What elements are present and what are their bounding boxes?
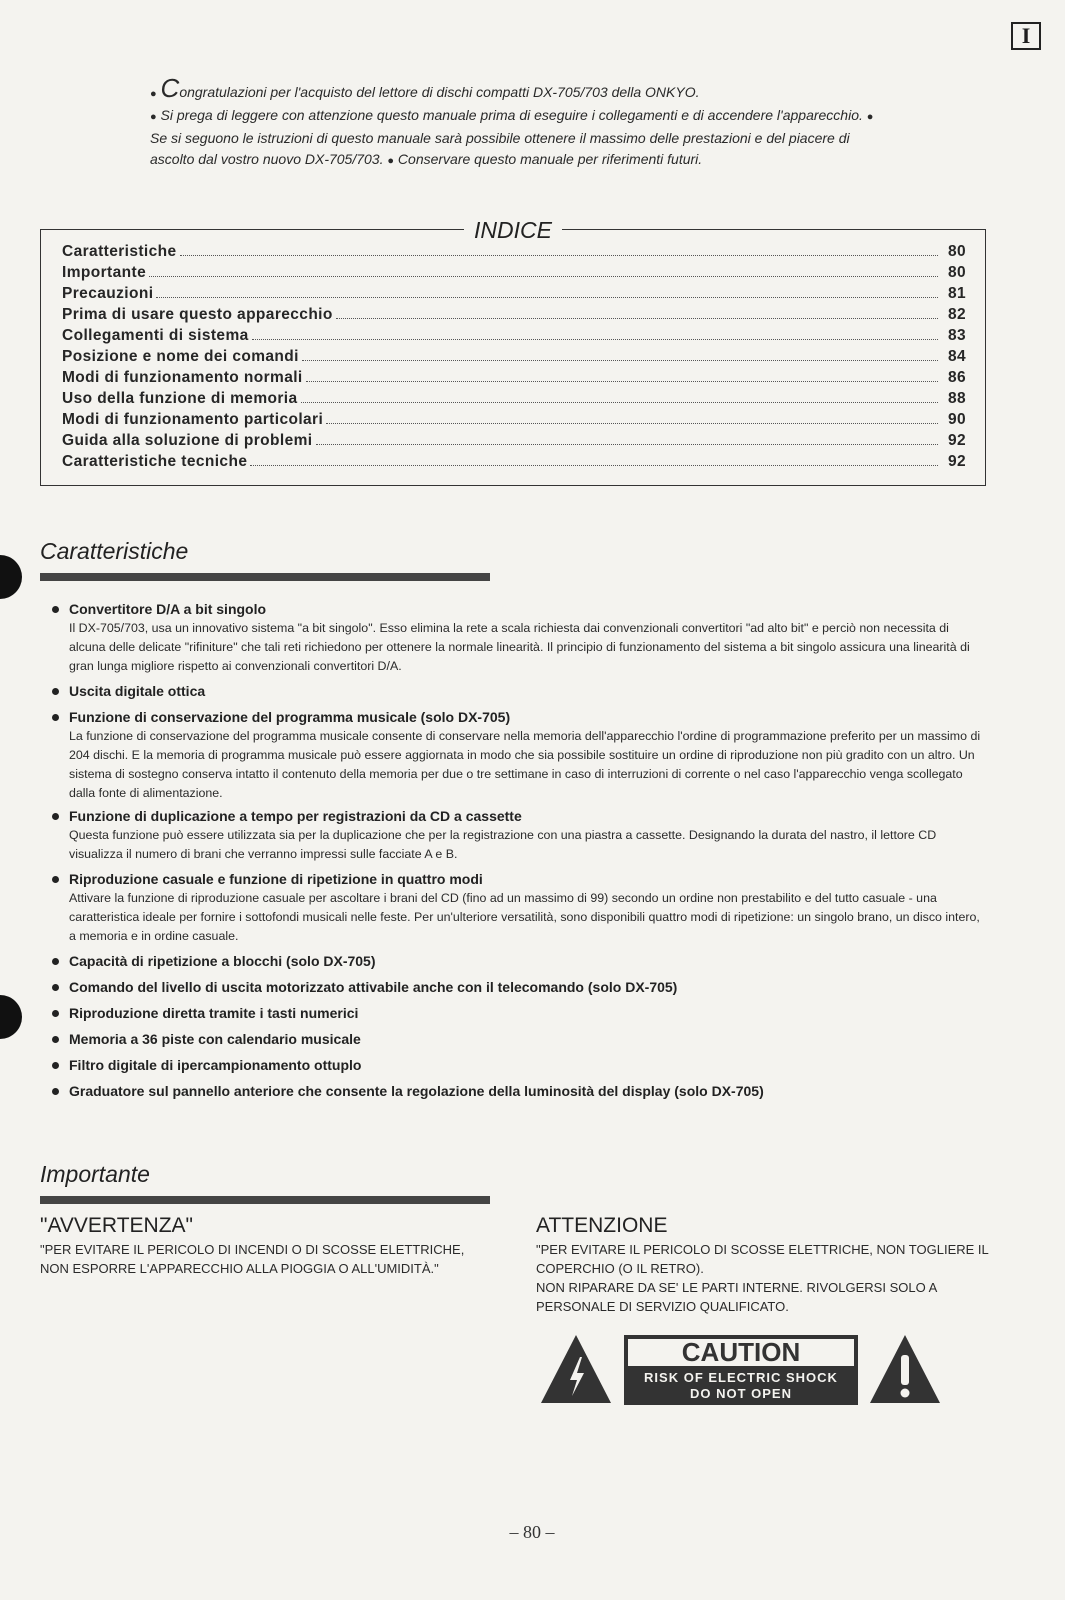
section-rule xyxy=(40,573,490,581)
important-heading: Importante xyxy=(40,1161,150,1187)
toc-item-label: Caratteristiche tecniche xyxy=(62,453,248,470)
intro-paragraph xyxy=(150,73,880,172)
intro-sentence-3: Se si seguono le istruzioni di questo manuale sarà possibile ottenere il massimo delle prestazioni e del piacere di ascolto dal vostro nuovo DX-705/703. xyxy=(150,130,850,167)
toc-item-page: 83 xyxy=(947,327,966,344)
feature-title: Memoria a 36 piste con calendario musicale xyxy=(69,1030,987,1049)
feature-item xyxy=(52,682,987,701)
feature-description: Questa funzione può essere utilizzata sia per la duplicazione che per la registrazione con una piastra a cassette. Designando la durata del nastro, il lettore CD visualizza il numero di brani che verranno impressi sulle facciate A e B. xyxy=(69,828,937,861)
toc-item xyxy=(62,243,966,264)
feature-title: Convertitore D/A a bit singolo xyxy=(69,600,987,619)
toc-leader-dots xyxy=(156,297,938,298)
language-tab: I xyxy=(1011,22,1041,50)
toc-item-label: Precauzioni xyxy=(62,285,154,302)
toc-item xyxy=(62,327,966,348)
bullet: ● xyxy=(150,88,157,100)
toc-item-label: Guida alla soluzione di problemi xyxy=(62,432,313,449)
toc-leader-dots xyxy=(149,276,938,277)
feature-title: Riproduzione casuale e funzione di ripetizione in quattro modi xyxy=(69,870,987,889)
caution-line-2: DO NOT OPEN xyxy=(689,1386,792,1401)
toc-leader-dots xyxy=(326,423,938,424)
warning-right xyxy=(536,1214,991,1316)
feature-item xyxy=(52,1004,987,1023)
toc-item-label: Modi di funzionamento particolari xyxy=(62,411,324,428)
feature-title: Funzione di conservazione del programma musicale (solo DX-705) xyxy=(69,708,987,727)
binder-hole xyxy=(0,995,22,1039)
feature-title: Riproduzione diretta tramite i tasti numerici xyxy=(69,1004,987,1023)
feature-item xyxy=(52,807,987,864)
toc-item-page: 80 xyxy=(947,243,966,260)
toc-item-page: 92 xyxy=(947,453,966,470)
feature-item xyxy=(52,708,987,803)
toc-leader-dots xyxy=(336,318,938,319)
caution-title: CAUTION xyxy=(628,1339,854,1366)
toc-item-page: 92 xyxy=(947,432,966,449)
toc-leader-dots xyxy=(302,360,938,361)
toc-item-label: Posizione e nome dei comandi xyxy=(62,348,299,365)
toc-item xyxy=(62,411,966,432)
toc-leader-dots xyxy=(250,465,938,466)
feature-description: Il DX-705/703, usa un innovativo sistema "a bit singolo". Esso elimina la rete a scala richiesta dai convenzionali convertitori "ad alto bit" e perciò non necessita di alcuna delle delicate "rifiniture" che tali reti richiedono per ottenere la normale linearità. Il principio di funzionamento del sistema a bit singolo assicura una linearità di gran lunga migliore rispetto ai convenzionali convertitori D/A. xyxy=(69,621,970,673)
feature-title: Filtro digitale di ipercampionamento ottuplo xyxy=(69,1056,987,1075)
warning-title: "AVVERTENZA" xyxy=(40,1214,193,1237)
toc-list xyxy=(62,243,966,474)
feature-title: Comando del livello di uscita motorizzato attivabile anche con il telecomando (solo DX-705) xyxy=(69,978,987,997)
toc-item-label: Importante xyxy=(62,264,147,281)
toc-item-label: Collegamenti di sistema xyxy=(62,327,249,344)
toc-leader-dots xyxy=(316,444,939,445)
attention-title: ATTENZIONE xyxy=(536,1214,668,1237)
warning-text: "PER EVITARE IL PERICOLO DI INCENDI O DI SCOSSE ELETTRICHE, NON ESPORRE L'APPARECCHIO ALLA PIOGGIA O ALL'UMIDITÀ." xyxy=(40,1242,465,1276)
bullet: ● xyxy=(150,111,157,123)
toc-item-page: 88 xyxy=(947,390,966,407)
toc-leader-dots xyxy=(301,402,938,403)
toc-item-label: Prima di usare questo apparecchio xyxy=(62,306,333,323)
feature-item xyxy=(52,1082,987,1101)
feature-description: Attivare la funzione di riproduzione casuale per ascoltare i brani del CD (fino ad un massimo di 99) secondo un ordine non prestabilito e del tutto casuale - una caratteristica ideale per fornire i sottofondi musicali nelle feste. Per un'ulteriore versatilità, sono disponibili quattro modi di ripetizione: un singolo brano, un disco intero, a memoria e in ordine casuale. xyxy=(69,891,980,943)
intro-sentence-2: Si prega di leggere con attenzione questo manuale prima di eseguire i collegamenti e di accendere l'apparecchio. xyxy=(160,107,863,123)
features-heading: Caratteristiche xyxy=(40,538,189,564)
exclamation-warning-icon xyxy=(869,1333,941,1405)
toc-item-page: 81 xyxy=(947,285,966,302)
toc-item-label: Caratteristiche xyxy=(62,243,177,260)
page-number: – 80 – xyxy=(509,1522,555,1542)
toc-item xyxy=(62,453,966,474)
toc-item-page: 86 xyxy=(947,369,966,386)
bullet: ● xyxy=(866,111,874,123)
feature-title: Capacità di ripetizione a blocchi (solo DX-705) xyxy=(69,952,987,971)
feature-item xyxy=(52,952,987,971)
toc-leader-dots xyxy=(180,255,938,256)
feature-title: Graduatore sul pannello anteriore che consente la regolazione della luminosità del display (solo DX-705) xyxy=(69,1082,987,1101)
toc-item-label: Uso della funzione di memoria xyxy=(62,390,298,407)
intro-sentence-1: ongratulazioni per l'acquisto del lettore di dischi compatti DX-705/703 della ONKYO. xyxy=(179,84,700,100)
toc-item-page: 80 xyxy=(947,264,966,281)
attention-text-2: NON RIPARARE DA SE' LE PARTI INTERNE. RIVOLGERSI SOLO A PERSONALE DI SERVIZIO QUALIFICATO. xyxy=(536,1280,937,1314)
electric-shock-warning-icon xyxy=(540,1333,612,1405)
toc-item-page: 84 xyxy=(947,348,966,365)
toc-item xyxy=(62,369,966,390)
toc-item-page: 82 xyxy=(947,306,966,323)
toc-item xyxy=(62,264,966,285)
feature-description: La funzione di conservazione del programma musicale consente di conservare nella memoria dell'apparecchio l'ordine di programmazione preferito per un massimo di 204 dischi. E la memoria di programma musicale può essere aggiornata in modo che sia possibile sostituire un ordine di riproduzione non più gradito con un altro. Un sistema di sostegno conserva intatto il contenuto della memoria per due o tre settimane in caso di interruzioni di corrente o nel caso l'apparecchio venga scollegato dalla fonte di alimentazione. xyxy=(69,729,981,800)
feature-title: Uscita digitale ottica xyxy=(69,682,987,701)
feature-item xyxy=(52,978,987,997)
toc-item xyxy=(62,390,966,411)
toc-item-label: Modi di funzionamento normali xyxy=(62,369,303,386)
caution-line-1: RISK OF ELECTRIC SHOCK xyxy=(644,1370,838,1385)
toc-item xyxy=(62,432,966,453)
caution-label xyxy=(624,1335,858,1405)
toc-title: INDICE xyxy=(464,216,562,244)
intro-initial: C xyxy=(160,73,180,103)
toc-item-page: 90 xyxy=(947,411,966,428)
toc-leader-dots xyxy=(306,381,938,382)
toc-leader-dots xyxy=(252,339,938,340)
bullet: ● xyxy=(387,155,395,167)
binder-hole xyxy=(0,555,22,599)
toc-item xyxy=(62,285,966,306)
feature-title: Funzione di duplicazione a tempo per registrazioni da CD a cassette xyxy=(69,807,987,826)
intro-sentence-4: Conservare questo manuale per riferimenti futuri. xyxy=(397,151,703,167)
attention-text-1: "PER EVITARE IL PERICOLO DI SCOSSE ELETTRICHE, NON TOGLIERE IL COPERCHIO (O IL RETRO). xyxy=(536,1242,989,1276)
warning-left xyxy=(40,1214,495,1278)
section-rule xyxy=(40,1196,490,1204)
feature-item xyxy=(52,1030,987,1049)
feature-item xyxy=(52,1056,987,1075)
toc-item xyxy=(62,348,966,369)
feature-item xyxy=(52,870,987,946)
toc-item xyxy=(62,306,966,327)
feature-item xyxy=(52,600,987,676)
